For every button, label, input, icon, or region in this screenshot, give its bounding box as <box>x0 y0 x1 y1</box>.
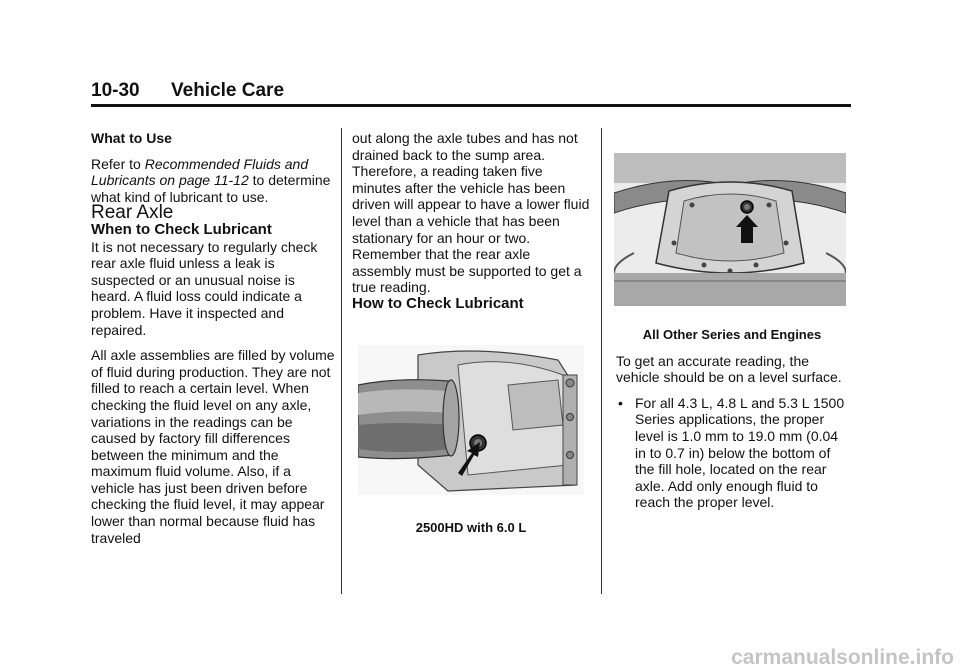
bullet-dot: • <box>618 394 623 411</box>
what-to-use-post: to determine what kind of lubricant to use. <box>91 172 331 205</box>
what-to-use-heading: What to Use <box>91 130 172 146</box>
watermark: carmanualsonline.info <box>731 646 954 669</box>
column-2 <box>352 130 590 313</box>
figure-caption-other-series: All Other Series and Engines <box>642 327 822 342</box>
subheading-when-to-check: When to Check Lubricant <box>91 220 272 238</box>
subheading-how-to-check: How to Check Lubricant <box>352 294 524 312</box>
bullet-text: For all 4.3 L, 4.8 L and 5.3 L 1500 Series applications, the proper level is 1.0 mm to 19.0 mm (0.04 in to 0.7 in) below the bottom of the fill hole, located on the rear axle. Add only enough fluid to reach the proper level. <box>635 394 845 511</box>
para-axle-assemblies: All axle assemblies are filled by volume of fluid during production. They are not filled to reach a certain level. When checking the fluid level on any axle, variations in the readings can be caused by factory fill differences between the minimum and the maximum fluid volume. Also, if a vehicle has just been driven before checking the fluid level, it may appear lower than normal because fluid has traveled <box>91 347 335 546</box>
what-to-use-text <box>91 156 336 206</box>
column-divider-1 <box>341 128 342 594</box>
section-heading-rear-axle: Rear Axle <box>91 202 174 224</box>
column-1 <box>91 130 336 546</box>
para-not-necessary: It is not necessary to regularly check rear axle fluid unless a leak is suspected or an unusual noise is heard. A fluid loss could indicate a problem. Have it inspected and repaired. <box>91 238 318 338</box>
page-number: 10-30 <box>91 80 140 101</box>
figure-caption-2500hd: 2500HD with 6.0 L <box>415 520 527 535</box>
header-rule <box>91 104 851 107</box>
chapter-title: Vehicle Care <box>171 80 285 101</box>
para-continued: out along the axle tubes and has not drained back to the sump area. Therefore, a reading taken five minutes after the vehicle has been driven will appear to have a lower fluid level than a vehicle that has been stationary for an hour or two. Remember that the rear axle assembly must be supported to get a true reading. <box>352 130 590 296</box>
page-header <box>91 80 851 104</box>
what-to-use-pre: Refer to <box>91 155 145 172</box>
recommended-fluids-link[interactable]: Recommended Fluids and Lubricants on page 11-12 <box>91 155 309 189</box>
axle-figure-2500hd <box>358 345 584 495</box>
column-3 <box>616 327 848 511</box>
column-divider-2 <box>601 128 602 594</box>
para-level-surface: To get an accurate reading, the vehicle should be on a level surface. <box>616 352 842 386</box>
bullet-fluid-level <box>616 395 848 511</box>
axle-figure-other-series <box>614 153 846 306</box>
